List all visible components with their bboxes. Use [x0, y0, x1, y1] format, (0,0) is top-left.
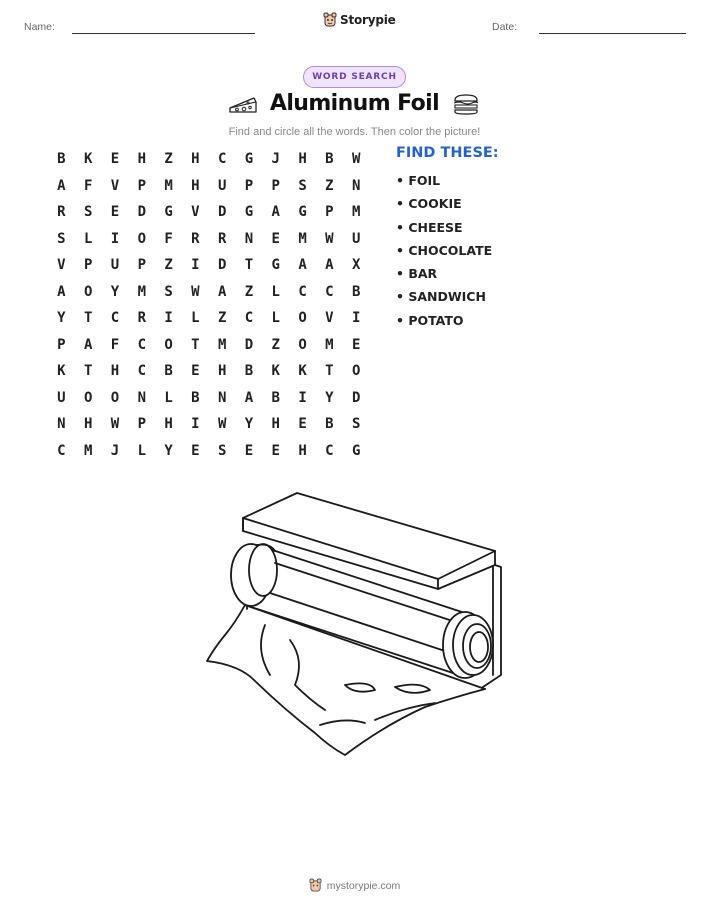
- grid-letter[interactable]: S: [83, 204, 93, 221]
- word-list-item: • CHEESE: [396, 219, 463, 235]
- grid-letter[interactable]: T: [83, 310, 93, 327]
- grid-letter[interactable]: H: [298, 442, 307, 459]
- grid-letter[interactable]: E: [351, 336, 361, 353]
- grid-letter[interactable]: O: [351, 363, 361, 380]
- grid-letter[interactable]: U: [217, 177, 227, 194]
- grid-letter[interactable]: Z: [271, 336, 280, 353]
- grid-letter[interactable]: O: [110, 389, 120, 406]
- grid-letter[interactable]: V: [325, 310, 334, 327]
- grid-row: [48, 279, 370, 306]
- grid-letter[interactable]: A: [271, 204, 280, 221]
- grid-letter[interactable]: I: [298, 389, 307, 406]
- grid-letter[interactable]: H: [83, 416, 93, 433]
- grid-letter[interactable]: M: [298, 230, 307, 247]
- grid-letter[interactable]: B: [271, 389, 280, 406]
- letter-grid: [48, 146, 370, 464]
- grid-letter[interactable]: P: [271, 177, 280, 194]
- grid-letter[interactable]: N: [244, 230, 254, 247]
- grid-letter[interactable]: Y: [325, 389, 334, 406]
- grid-letter[interactable]: C: [298, 283, 307, 300]
- grid-letter[interactable]: M: [325, 336, 334, 353]
- grid-letter[interactable]: L: [83, 230, 93, 247]
- name-label: Name:: [24, 21, 55, 33]
- grid-letter[interactable]: K: [298, 363, 307, 380]
- grid-letter[interactable]: Z: [325, 177, 334, 194]
- grid-letter[interactable]: B: [164, 363, 173, 380]
- grid-letter[interactable]: N: [57, 416, 66, 433]
- grid-letter[interactable]: W: [110, 416, 120, 433]
- cheese-icon: [228, 92, 258, 116]
- grid-letter[interactable]: C: [137, 363, 146, 380]
- grid-letter[interactable]: F: [110, 336, 120, 353]
- grid-letter[interactable]: Z: [244, 283, 254, 300]
- word-list-item: • FOIL: [396, 173, 441, 188]
- grid-row: [48, 226, 370, 253]
- grid-letter[interactable]: A: [244, 389, 254, 406]
- grid-letter[interactable]: A: [83, 336, 93, 353]
- grid-letter[interactable]: P: [244, 177, 254, 194]
- grid-letter[interactable]: E: [191, 442, 200, 459]
- grid-letter[interactable]: R: [57, 204, 66, 221]
- grid-letter[interactable]: J: [110, 442, 120, 459]
- grid-letter[interactable]: W: [191, 283, 200, 300]
- grid-letter[interactable]: P: [325, 204, 334, 221]
- grid-letter[interactable]: D: [137, 204, 146, 221]
- grid-letter[interactable]: V: [110, 177, 120, 194]
- grid-letter[interactable]: Z: [164, 257, 173, 274]
- grid-letter[interactable]: G: [244, 151, 254, 168]
- grid-letter[interactable]: F: [83, 177, 93, 194]
- grid-letter[interactable]: M: [351, 204, 361, 221]
- grid-letter[interactable]: O: [298, 336, 307, 353]
- grid-letter[interactable]: E: [244, 442, 254, 459]
- grid-letter[interactable]: D: [351, 389, 361, 406]
- grid-letter[interactable]: H: [271, 416, 280, 433]
- grid-letter[interactable]: G: [298, 204, 307, 221]
- grid-letter[interactable]: T: [191, 336, 200, 353]
- grid-letter[interactable]: O: [137, 230, 146, 247]
- grid-letter[interactable]: U: [57, 389, 66, 406]
- grid-letter[interactable]: W: [351, 151, 361, 168]
- grid-letter[interactable]: H: [191, 177, 200, 194]
- grid-letter[interactable]: P: [57, 336, 66, 353]
- word-list-item: • POTATO: [396, 312, 464, 328]
- brand-logo: [323, 12, 396, 28]
- grid-row: [48, 146, 370, 173]
- grid-letter[interactable]: C: [325, 442, 334, 459]
- grid-letter[interactable]: C: [325, 283, 334, 300]
- grid-letter[interactable]: N: [351, 177, 361, 194]
- grid-letter[interactable]: P: [137, 177, 146, 194]
- grid-letter[interactable]: U: [110, 257, 120, 274]
- grid-row: [48, 385, 370, 412]
- grid-letter[interactable]: R: [217, 230, 227, 247]
- grid-letter[interactable]: P: [137, 416, 146, 433]
- grid-letter[interactable]: S: [351, 416, 361, 433]
- grid-letter[interactable]: T: [83, 363, 93, 380]
- word-list-item: • BAR: [396, 266, 438, 282]
- grid-letter[interactable]: I: [351, 310, 361, 327]
- grid-letter[interactable]: Y: [164, 442, 173, 459]
- grid-letter[interactable]: P: [83, 257, 93, 274]
- grid-letter[interactable]: A: [298, 257, 307, 274]
- grid-letter[interactable]: D: [244, 336, 254, 353]
- grid-letter[interactable]: H: [191, 151, 200, 168]
- grid-letter[interactable]: V: [191, 204, 200, 221]
- grid-letter[interactable]: N: [217, 389, 227, 406]
- footer: [0, 878, 709, 893]
- grid-letter[interactable]: E: [110, 204, 120, 221]
- grid-letter[interactable]: Y: [244, 416, 254, 433]
- grid-row: [48, 358, 370, 385]
- storypie-mascot-icon: [309, 878, 322, 893]
- grid-letter[interactable]: O: [83, 283, 93, 300]
- grid-letter[interactable]: S: [164, 283, 173, 300]
- grid-letter[interactable]: S: [217, 442, 227, 459]
- grid-letter[interactable]: H: [137, 151, 146, 168]
- grid-letter[interactable]: E: [110, 151, 120, 168]
- grid-letter[interactable]: H: [164, 416, 173, 433]
- grid-letter[interactable]: T: [244, 257, 254, 274]
- word-list: [396, 171, 492, 334]
- grid-letter[interactable]: J: [271, 151, 280, 168]
- grid-letter[interactable]: Y: [57, 310, 66, 327]
- grid-letter[interactable]: G: [351, 442, 361, 459]
- grid-letter[interactable]: K: [83, 151, 93, 168]
- date-label: Date:: [492, 21, 518, 33]
- grid-letter[interactable]: C: [110, 310, 120, 327]
- grid-letter[interactable]: P: [137, 257, 146, 274]
- word-list-item: • SANDWICH: [396, 289, 486, 305]
- brand-name: Storypie: [340, 13, 396, 27]
- grid-letter[interactable]: A: [57, 177, 66, 194]
- grid-letter[interactable]: S: [57, 230, 66, 247]
- find-these-heading: FIND THESE:: [396, 145, 499, 161]
- aluminum-foil-roll-illustration[interactable]: [195, 485, 515, 760]
- grid-row: [48, 252, 370, 279]
- grid-letter[interactable]: L: [191, 310, 200, 327]
- grid-letter[interactable]: S: [298, 177, 307, 194]
- grid-letter[interactable]: M: [217, 336, 227, 353]
- grid-letter[interactable]: I: [164, 310, 173, 327]
- instructions: Find and circle all the words. Then color the picture!: [228, 126, 481, 138]
- grid-letter[interactable]: A: [325, 257, 334, 274]
- grid-letter[interactable]: Z: [164, 151, 173, 168]
- grid-letter[interactable]: B: [351, 283, 361, 300]
- word-list-item: • CHOCOLATE: [396, 242, 493, 258]
- grid-letter[interactable]: D: [217, 257, 227, 274]
- grid-letter[interactable]: L: [271, 283, 280, 300]
- grid-letter[interactable]: L: [164, 389, 173, 406]
- grid-letter[interactable]: O: [164, 336, 173, 353]
- storypie-mascot-icon: [323, 12, 337, 28]
- grid-letter[interactable]: B: [191, 389, 200, 406]
- grid-letter[interactable]: K: [57, 363, 66, 380]
- grid-letter[interactable]: W: [325, 230, 334, 247]
- grid-letter[interactable]: H: [217, 363, 227, 380]
- footer-url[interactable]: mystorypie.com: [326, 879, 401, 892]
- grid-letter[interactable]: N: [137, 389, 146, 406]
- grid-row: [48, 305, 370, 332]
- grid-letter[interactable]: B: [244, 363, 254, 380]
- grid-letter[interactable]: E: [298, 416, 307, 433]
- page-title: Aluminum Foil: [269, 91, 440, 116]
- grid-letter[interactable]: B: [57, 151, 66, 168]
- grid-letter[interactable]: R: [191, 230, 200, 247]
- sandwich-icon: [451, 92, 481, 116]
- grid-letter[interactable]: C: [57, 442, 66, 459]
- grid-row: [48, 438, 370, 465]
- grid-letter[interactable]: H: [298, 151, 307, 168]
- grid-letter[interactable]: E: [191, 363, 200, 380]
- grid-letter[interactable]: B: [325, 416, 334, 433]
- grid-letter[interactable]: T: [325, 363, 334, 380]
- grid-letter[interactable]: Y: [110, 283, 120, 300]
- grid-row: [48, 199, 370, 226]
- grid-letter[interactable]: Z: [217, 310, 227, 327]
- grid-letter[interactable]: L: [137, 442, 146, 459]
- grid-letter[interactable]: K: [271, 363, 280, 380]
- grid-letter[interactable]: G: [164, 204, 173, 221]
- word-search-badge: WORD SEARCH: [303, 66, 406, 88]
- grid-row: [48, 173, 370, 200]
- grid-letter[interactable]: G: [244, 204, 254, 221]
- grid-letter[interactable]: V: [57, 257, 66, 274]
- grid-letter[interactable]: R: [137, 310, 146, 327]
- grid-letter[interactable]: G: [271, 257, 280, 274]
- grid-letter[interactable]: I: [191, 257, 200, 274]
- grid-letter[interactable]: W: [217, 416, 227, 433]
- grid-row: [48, 411, 370, 438]
- grid-letter[interactable]: A: [57, 283, 66, 300]
- word-list-item: • COOKIE: [396, 196, 462, 212]
- grid-letter[interactable]: C: [137, 336, 146, 353]
- grid-letter[interactable]: M: [137, 283, 146, 300]
- grid-letter[interactable]: A: [217, 283, 227, 300]
- grid-letter[interactable]: X: [351, 257, 361, 274]
- grid-letter[interactable]: M: [83, 442, 93, 459]
- grid-letter[interactable]: O: [83, 389, 93, 406]
- grid-letter[interactable]: O: [298, 310, 307, 327]
- grid-letter[interactable]: U: [351, 230, 361, 247]
- grid-letter[interactable]: F: [164, 230, 173, 247]
- grid-letter[interactable]: D: [217, 204, 227, 221]
- date-line[interactable]: [539, 33, 686, 34]
- grid-letter[interactable]: C: [217, 151, 227, 168]
- grid-letter[interactable]: E: [271, 230, 280, 247]
- grid-row: [48, 332, 370, 359]
- grid-letter[interactable]: I: [191, 416, 200, 433]
- grid-letter[interactable]: M: [164, 177, 173, 194]
- grid-letter[interactable]: H: [110, 363, 120, 380]
- grid-letter[interactable]: C: [244, 310, 254, 327]
- grid-letter[interactable]: B: [325, 151, 334, 168]
- name-line[interactable]: [72, 33, 255, 34]
- title-row: [0, 91, 709, 116]
- grid-letter[interactable]: L: [271, 310, 280, 327]
- grid-letter[interactable]: E: [271, 442, 280, 459]
- grid-letter[interactable]: I: [110, 230, 120, 247]
